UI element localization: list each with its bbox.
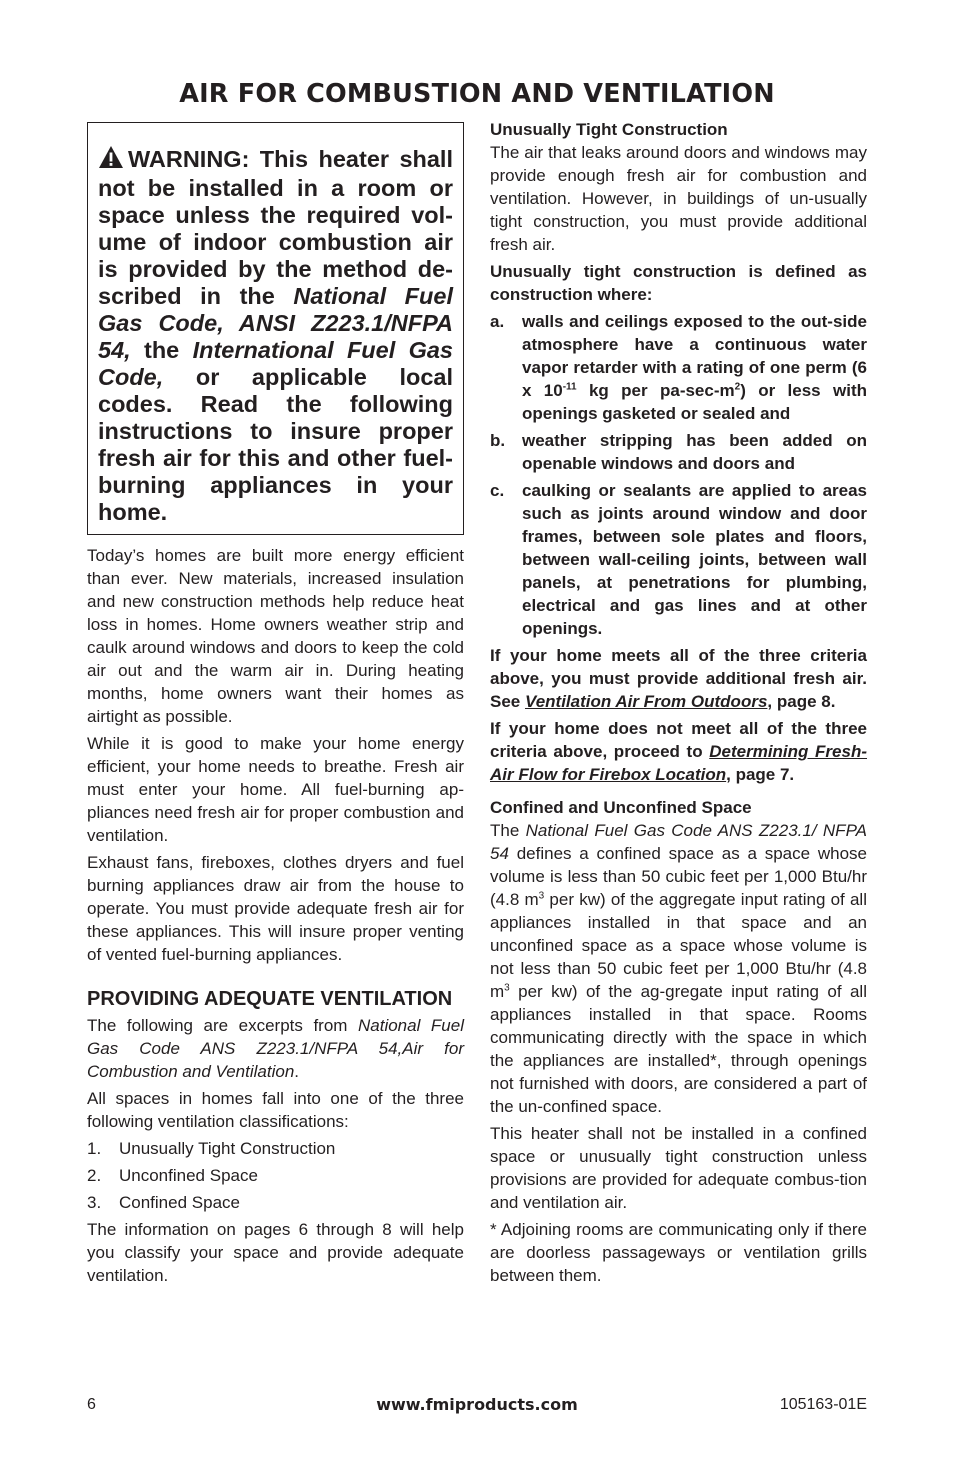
criteria-marker: c. (490, 481, 505, 500)
warning-text: WARNING: This heater shall not be installed in a room or space unless the required vol-ume of indoor combustion air is provided by the method de-scribed in the (98, 146, 453, 309)
criteria-item (490, 479, 867, 640)
excerpt-end: . (294, 1062, 300, 1081)
heading-confined-space: Confined and Unconfined Space (490, 798, 752, 817)
criteria-marker: a. (490, 312, 505, 331)
paragraph-footnote: * Adjoining rooms are communicating only if there are doorless passageways or ventilation grills between them. (490, 1220, 867, 1285)
website-link[interactable]: www.fmiproducts.com (376, 1395, 578, 1414)
list-number: 2. (87, 1166, 102, 1185)
excerpt-ref: National Fuel Gas Code ANS Z223.1/NFPA 54,Air for Combustion and Ventilation (87, 1016, 464, 1081)
criteria-sup: 2 (734, 381, 741, 393)
criteria-text-pre: walls and ceilings exposed to the out-side atmosphere have a continuous water vapor retarder with a rating of one perm (6 x 10 (522, 312, 867, 400)
excerpt-lead: The following are excerpts from (87, 1016, 358, 1035)
list-number: 3. (87, 1193, 102, 1212)
page-number: 6 (87, 1396, 96, 1413)
paragraph-classifications-intro: All spaces in homes fall into one of the three following ventilation classifications: (87, 1089, 464, 1131)
criteria-item (490, 429, 867, 475)
conf-sup: 3 (504, 982, 510, 994)
paragraph-energy-efficient: Today’s homes are built more energy efficient than ever. New materials, increased insulation and new construction methods help reduce heat loss in homes. Home owners weather strip and caulk around windows and doors to keep the cold air out and the warm air in. During heating months, home owners want their homes as airtight as possible. (87, 546, 464, 726)
criteria-text: caulking or sealants are applied to areas such as joints around window and door frames, between sole plates and floors, between wall-ceiling joints, between wall panels, at penetrations for plumbing, electrical and gas lines and at other openings. (522, 481, 867, 638)
left-column (87, 122, 464, 1291)
paragraph-not-meet-criteria (490, 717, 867, 786)
conf-c: per kw) of the ag-gregate input rating of all appliances installed in that space. Rooms communicating directly with the space in which the appliances are installed*, through openings not furnished with doors, are considered a part of the un-confined space. (490, 982, 867, 1116)
link-determining-fresh-air[interactable]: Determining Fresh-Air Flow for Firebox Location (490, 742, 867, 784)
list-item (87, 1137, 464, 1160)
conf-lead: The (490, 821, 526, 840)
paragraph-meets-criteria (490, 644, 867, 713)
notmeet-lead: If your home does not meet all of the three criteria above, proceed to (490, 719, 867, 761)
list-item (87, 1164, 464, 1187)
paragraph-closing: The information on pages 6 through 8 will help you classify your space and provide adequate ventilation. (87, 1220, 464, 1285)
meets-tail: , page 8. (767, 692, 836, 711)
right-column (490, 118, 867, 1291)
document-number: 105163-01E (779, 1396, 867, 1413)
link-ventilation-air[interactable]: Ventilation Air From Outdoors (524, 692, 768, 711)
paragraph-breathe: While it is good to make your home energy efficient, your home needs to breathe. Fresh air must enter your home. All fuel-burning ap-pliances need fresh air for proper combustion and ventilation. (87, 734, 464, 845)
warning-box (87, 122, 464, 535)
conf-ref: National Fuel Gas Code ANS Z223.1/ NFPA 54 (490, 821, 867, 863)
paragraph-not-installed: This heater shall not be installed in a confined space or unusually tight construction unless provisions are provided for adequate combus-tion and ventilation air. (490, 1124, 867, 1212)
criteria-marker: b. (490, 431, 506, 450)
list-number: 1. (87, 1139, 102, 1158)
criteria-text (522, 310, 867, 425)
list-text: Unconfined Space (119, 1166, 258, 1185)
criteria-text-mid: kg per pa-sec-m (576, 381, 735, 400)
heading-tight-construction: Unusually Tight Construction (490, 120, 728, 139)
list-text: Confined Space (119, 1193, 240, 1212)
warning-code-ref: National Fuel Gas Code, ANSI Z223.1/NFPA 54, (98, 283, 453, 363)
conf-a: defines a confined space as a space whose volume is less than 50 cubic feet per 1,000 Btu/hr (4.8 m (490, 844, 867, 909)
paragraph-tight-construction: The air that leaks around doors and windows may provide enough fresh air for combustion and ventilation. However, in buildings of un-usually tight construction, you must provide additional fresh air. (490, 143, 867, 254)
paragraph-defined: Unusually tight construction is defined as construction where: (490, 262, 867, 304)
notmeet-tail: , page 7. (726, 765, 795, 784)
list-item (87, 1191, 464, 1214)
criteria-sup: -11 (562, 381, 577, 393)
warning-intl-code-ref: International Fuel Gas Code, (98, 337, 453, 390)
conf-b: per kw) of the aggregate input rating of all appliances installed in that space and an unconfined space as a space whose volume is not less than 50 cubic feet per 1,000 Btu/hr (4.8 m (490, 890, 867, 1001)
warning-text-tail: or applicable local codes. Read the following instructions to insure proper fresh air for this and other fuel-burning appliances in your home. (98, 364, 453, 525)
page-title: AIR FOR COMBUSTION AND VENTILATION (179, 79, 775, 109)
criteria-text: weather stripping has been added on openable windows and doors and (522, 431, 867, 473)
conf-sup: 3 (538, 890, 545, 902)
warning-triangle-icon (98, 145, 128, 175)
criteria-item (490, 310, 867, 425)
criteria-text-post: ) or less with openings gasketed or sealed and (522, 381, 867, 423)
paragraph-exhaust-fans: Exhaust fans, fireboxes, clothes dryers and fuel burning appliances draw air from the house to operate. You must provide adequate fresh air for these appliances. This will insure proper venting of vented fuel-burning appliances. (87, 853, 464, 964)
paragraph-excerpts (87, 1014, 464, 1083)
section-heading-ventilation: PROVIDING ADEQUATE VENTILATION (87, 988, 453, 1010)
paragraph-confined-definition (490, 819, 867, 1118)
list-text: Unusually Tight Construction (119, 1139, 336, 1158)
meets-lead: If your home meets all of the three criteria above, you must provide additional fresh air. See (490, 646, 867, 711)
warning-text-mid: the (130, 337, 193, 363)
